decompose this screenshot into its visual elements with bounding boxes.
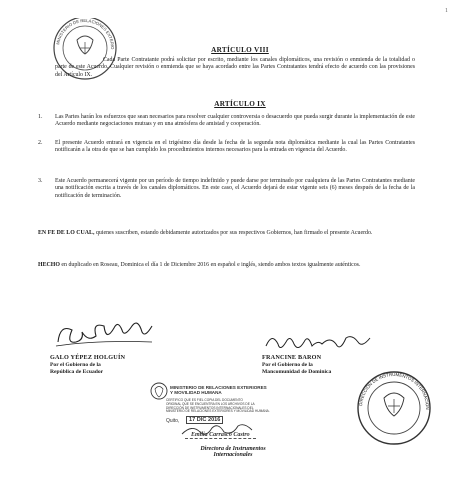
article-9-item-2-text: El presente Acuerdo entrará en vigencia en el trigésimo día desde la fecha de la segunda nota diplomática mediante la cual las Partes Contratantes notificarán a la otra de que se han cumplido los procedimientos internos necesarios para la entrada en vigencia del Acuerdo. xyxy=(55,140,415,154)
certifier-name: Emilia Carrasco Castro xyxy=(185,432,256,439)
certification-line-3: DIRECCIÓN DE INSTRUMENTOS INTERNACIONALES DEL xyxy=(166,405,254,410)
signatory-left-line2: República de Ecuador xyxy=(50,369,104,375)
signatory-left-name: GALO YÉPEZ HOLGUÍN xyxy=(50,354,126,361)
certifier-title-line-1: Directora de Instrumentos xyxy=(200,446,266,452)
page-corner-mark: 1 xyxy=(445,8,448,14)
article-8-title: ARTÍCULO VIII xyxy=(211,46,269,54)
certification-line-1: CERTIFICO QUE ES FIEL COPIA DEL DOCUMENTO xyxy=(166,398,243,402)
article-8-body: Cada Parte Contratante podrá solicitar por escrito, mediante los canales diplomáticos, una revisión o enmienda de la totalidad o parte de este Acuerdo. Cualquier revisión o enmienda que se haya acordado entre las Partes Contratantes tendrá efecto de acuerdo con las provisiones del Artículo IX. xyxy=(55,57,415,78)
certifier-title-line-2: Internacionales xyxy=(213,452,253,458)
article-9-item-3-number: 3. xyxy=(38,178,43,184)
svg-text:DIRECCIÓN DE INSTRUMENTOS INTE xyxy=(348,368,430,410)
signatory-right-line1: Por el Gobierno de la xyxy=(262,362,313,368)
certification-place: Quito, xyxy=(166,418,180,424)
signatory-left-line1: Por el Gobierno de la xyxy=(50,362,101,368)
en-fe-lead: EN FE DE LO CUAL, xyxy=(38,230,95,236)
certification-line-4: MINISTERIO DE RELACIONES EXTERIORES Y MOVILIDAD HUMANA. xyxy=(166,409,270,414)
article-9-item-3-text: Este Acuerdo permanecerá vigente por un período de tiempo indefinido y puede darse por terminado por cualquiera de las Partes Contratantes mediante una notificación escrita a través de los canales diplomáticos. En este caso, el Acuerdo dejará de estar vigente seis (6) meses después de la fecha de la notificación de terminación. xyxy=(55,178,415,199)
ministry-line-1: MINISTERIO DE RELACIONES EXTERIORES xyxy=(170,385,267,390)
seal-top-left-text: MINISTERIO DE RELACIONES EXTERIO xyxy=(55,18,116,50)
certifier-title xyxy=(178,446,288,458)
en-fe-paragraph xyxy=(38,230,416,237)
hecho-text: en duplicado en Roseau, Dominica el día 1 de Diciembre 2016 en español e inglés, siendo ambos textos igualmente auténticos. xyxy=(59,262,361,268)
ministry-line-2: Y MOVILIDAD HUMANA xyxy=(170,390,222,396)
date-stamp: 17 DIC 2016 xyxy=(186,416,223,424)
signatory-right-name: FRANCINE BARON xyxy=(262,354,322,361)
ministry-header xyxy=(170,385,267,396)
en-fe-text: quienes suscriben, estando debidamente autorizados por sus respectivos Gobiernos, han firmado el presente Acuerdo. xyxy=(94,230,373,236)
article-9-title: ARTÍCULO IX xyxy=(214,100,266,108)
article-9-item-1-number: 1. xyxy=(38,114,43,120)
article-9-item-2-number: 2. xyxy=(38,140,43,146)
certification-line-2: ORIGINAL QUE SE ENCUENTRA EN LOS ARCHIVOS DE LA xyxy=(166,401,255,406)
signatory-right-line2: Mancomunidad de Dominica xyxy=(262,369,332,375)
signature-left-icon xyxy=(50,318,160,354)
seal-bottom-right-text: DIRECCIÓN DE INSTRUMENTOS INTERNACION xyxy=(358,371,431,410)
article-9-item-1-text: Las Partes harán los esfuerzos que sean necesarios para resolver cualquier controversia o desacuerdo que pueda surgir durante la implementación de este Acuerdo mediante negociaciones mutuas y en una atmósfera de amistad y cooperación. xyxy=(55,114,415,128)
hecho-lead: HECHO xyxy=(38,262,60,268)
seal-bottom-right-icon xyxy=(348,368,440,448)
hecho-paragraph xyxy=(38,262,416,269)
certification-text xyxy=(166,399,270,414)
